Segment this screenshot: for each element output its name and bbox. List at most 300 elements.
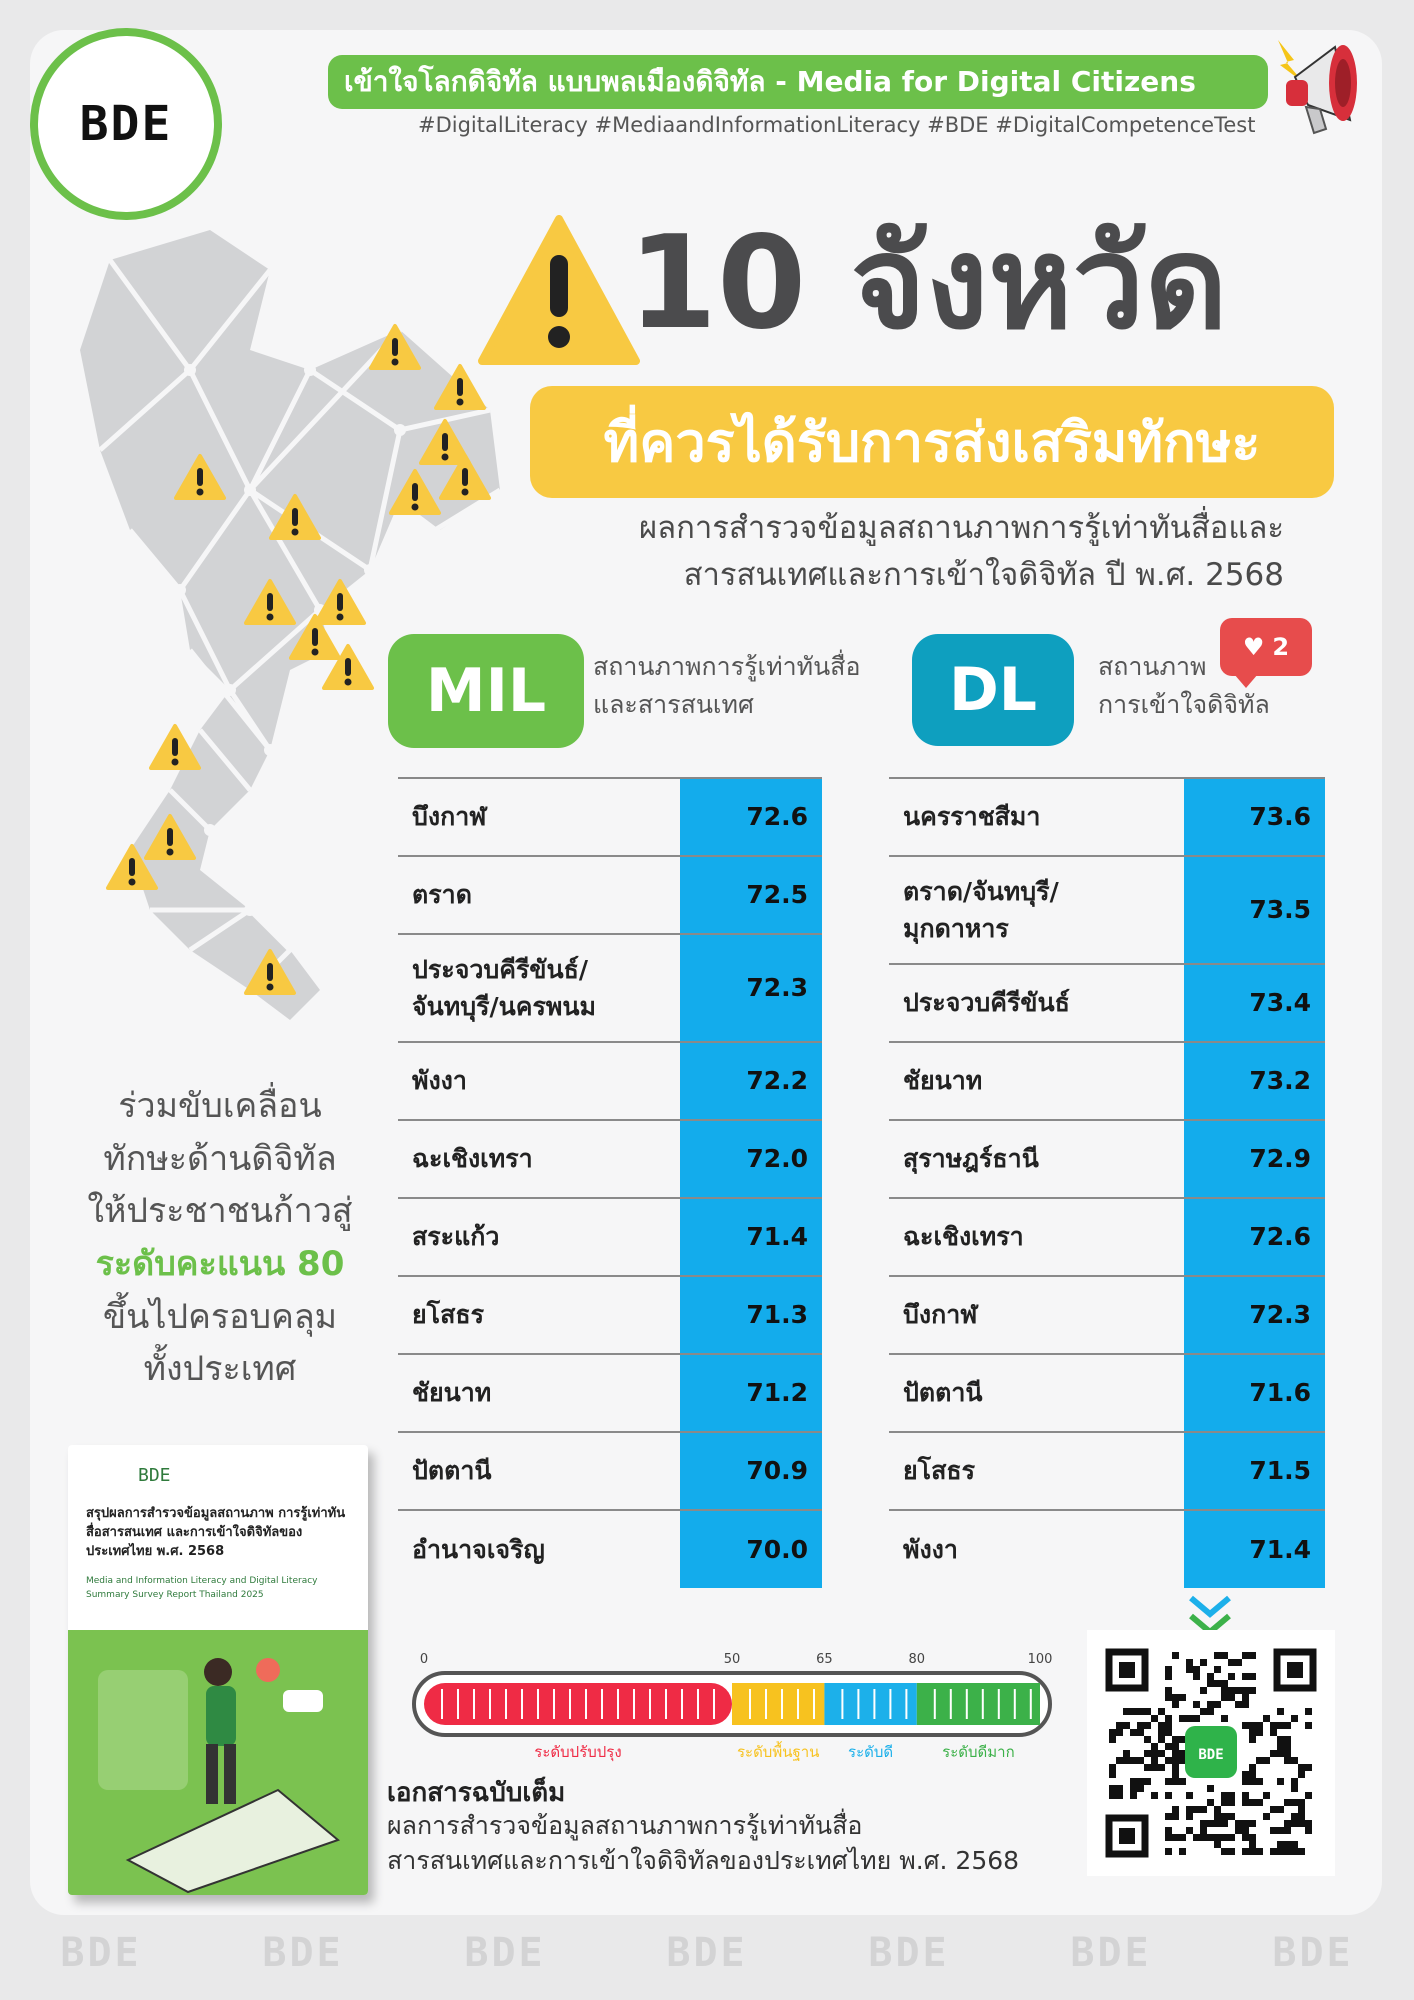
- province-score: 73.4: [1184, 964, 1325, 1042]
- heart-icon: ♥: [1242, 633, 1265, 661]
- qr-module: [1172, 1778, 1179, 1785]
- qr-module: [1109, 1792, 1116, 1799]
- qr-module: [1214, 1834, 1221, 1841]
- qr-module: [1109, 1771, 1116, 1778]
- qr-module: [1165, 1729, 1172, 1736]
- footer-logo: BDE: [666, 1930, 748, 1976]
- qr-module: [1207, 1799, 1214, 1806]
- motto-line3: ให้ประชาชนก้าวสู่: [87, 1191, 353, 1232]
- footer-logo: BDE: [464, 1930, 546, 1976]
- headline-description: [639, 505, 1284, 598]
- province-name: ประจวบคีรีขันธ์: [889, 964, 1184, 1042]
- province-score: 70.0: [680, 1510, 822, 1588]
- qr-module: [1242, 1701, 1249, 1708]
- qr-module: [1221, 1813, 1228, 1820]
- report-book[interactable]: [62, 1445, 370, 1900]
- province-name: บึงกาฬ: [889, 1276, 1184, 1354]
- qr-module: [1179, 1778, 1186, 1785]
- province-name: ยโสธร: [889, 1432, 1184, 1510]
- qr-module: [1214, 1652, 1221, 1659]
- province-score: 72.6: [1184, 1198, 1325, 1276]
- qr-module: [1242, 1848, 1249, 1855]
- qr-module: [1137, 1785, 1144, 1792]
- qr-module: [1270, 1806, 1277, 1813]
- qr-module: [1284, 1757, 1291, 1764]
- qr-module: [1172, 1750, 1179, 1757]
- qr-module: [1186, 1813, 1193, 1820]
- headline-desc-line1: ผลการสำรวจข้อมูลสถานภาพการรู้เท่าทันสื่อและ: [638, 510, 1284, 546]
- motto-line2: ทักษะด้านดิจิทัล: [103, 1138, 337, 1179]
- qr-module: [1165, 1694, 1172, 1701]
- qr-module: [1221, 1792, 1228, 1799]
- qr-module: [1263, 1792, 1270, 1799]
- table-row: [398, 1198, 822, 1276]
- qr-module: [1186, 1827, 1193, 1834]
- qr-module: [1221, 1848, 1228, 1855]
- qr-module: [1207, 1680, 1214, 1687]
- gauge-tick-label: 80: [908, 1652, 926, 1667]
- qr-module: [1298, 1820, 1305, 1827]
- qr-module: [1291, 1813, 1298, 1820]
- qr-module: [1165, 1743, 1172, 1750]
- book-title-en: Media and Information Literacy and Digital Literacy Summary Survey Report Thailand 2025: [86, 1576, 318, 1600]
- table-row: [398, 778, 822, 856]
- warning-icon: [146, 816, 194, 858]
- qr-module: [1291, 1799, 1298, 1806]
- qr-module: [1158, 1729, 1165, 1736]
- qr-module: [1179, 1848, 1186, 1855]
- qr-module: [1249, 1778, 1256, 1785]
- qr-module: [1249, 1687, 1256, 1694]
- qr-module: [1284, 1722, 1291, 1729]
- qr-module: [1235, 1820, 1242, 1827]
- qr-module: [1165, 1792, 1172, 1799]
- table-row: [398, 1276, 822, 1354]
- qr-module: [1270, 1750, 1277, 1757]
- mil-description: [593, 648, 860, 723]
- mil-label: MIL: [388, 634, 584, 748]
- warning-icon: [151, 726, 199, 768]
- warning-icon: [391, 471, 439, 513]
- qr-module: [1249, 1771, 1256, 1778]
- qr-module: [1193, 1715, 1200, 1722]
- qr-module: [1165, 1673, 1172, 1680]
- qr-module: [1263, 1757, 1270, 1764]
- province-name: นครราชสีมา: [889, 778, 1184, 856]
- header-title: เข้าใจโลกดิจิทัล แบบพลเมืองดิจิทัล - Media for Digital Citizens: [344, 65, 1196, 98]
- qr-module: [1256, 1778, 1263, 1785]
- qr-module: [1228, 1799, 1235, 1806]
- qr-module: [1235, 1701, 1242, 1708]
- table-row: [889, 1042, 1325, 1120]
- table-row: [398, 1042, 822, 1120]
- qr-module: [1228, 1813, 1235, 1820]
- qr-module: [1242, 1827, 1249, 1834]
- qr-module: [1207, 1820, 1214, 1827]
- qr-module: [1214, 1701, 1221, 1708]
- qr-module: [1270, 1848, 1277, 1855]
- qr-module: [1144, 1708, 1151, 1715]
- table-row: [889, 1120, 1325, 1198]
- qr-module: [1165, 1687, 1172, 1694]
- warning-icon: [436, 366, 484, 408]
- qr-module: [1109, 1736, 1116, 1743]
- warning-icon: [176, 456, 224, 498]
- qr-module: [1298, 1764, 1305, 1771]
- gauge-tick-label: 65: [816, 1652, 833, 1667]
- table-row: [398, 1354, 822, 1432]
- headline-subtitle-text: ที่ควรได้รับการส่งเสริมทักษะ: [603, 411, 1261, 474]
- qr-module: [1228, 1848, 1235, 1855]
- province-name: ฉะเชิงเทรา: [398, 1120, 680, 1198]
- qr-module: [1200, 1806, 1207, 1813]
- qr-module: [1186, 1659, 1193, 1666]
- document-line2: สารสนเทศและการเข้าใจดิจิทัลของประเทศไทย พ.ศ. 2568: [387, 1846, 1020, 1875]
- motto-line6: ทั้งประเทศ: [143, 1349, 297, 1390]
- motto-line4: ระดับคะแนน 80: [95, 1244, 345, 1285]
- qr-module: [1193, 1701, 1200, 1708]
- qr-module: [1214, 1666, 1221, 1673]
- qr-module: [1228, 1834, 1235, 1841]
- qr-module: [1298, 1813, 1305, 1820]
- qr-module: [1179, 1736, 1186, 1743]
- qr-module: [1172, 1806, 1179, 1813]
- megaphone-icon: [1250, 25, 1390, 155]
- warning-icon: [478, 215, 640, 365]
- qr-module: [1172, 1736, 1179, 1743]
- qr-module: [1305, 1827, 1312, 1834]
- qr-module: [1151, 1764, 1158, 1771]
- table-row: [398, 1432, 822, 1510]
- qr-module: [1214, 1813, 1221, 1820]
- table-row: [889, 1510, 1325, 1588]
- qr-module: [1242, 1792, 1249, 1799]
- qr-module: [1130, 1729, 1137, 1736]
- qr-module: [1158, 1708, 1165, 1715]
- gauge-level-label: ระดับปรับปรุง: [534, 1743, 622, 1761]
- qr-module: [1214, 1680, 1221, 1687]
- table-row: [889, 856, 1325, 964]
- footer-logo: BDE: [1070, 1930, 1152, 1976]
- qr-module: [1242, 1694, 1249, 1701]
- qr-module: [1207, 1785, 1214, 1792]
- qr-module: [1130, 1708, 1137, 1715]
- table-row: [889, 1432, 1325, 1510]
- qr-module: [1242, 1673, 1249, 1680]
- qr-module: [1193, 1666, 1200, 1673]
- qr-module: [1228, 1694, 1235, 1701]
- like-count: 2: [1272, 633, 1290, 661]
- qr-module: [1123, 1750, 1130, 1757]
- province-score: 71.6: [1184, 1354, 1325, 1432]
- qr-module: [1284, 1820, 1291, 1827]
- qr-module: [1298, 1799, 1305, 1806]
- qr-module: [1116, 1792, 1123, 1799]
- qr-module: [1242, 1778, 1249, 1785]
- qr-module: [1284, 1736, 1291, 1743]
- province-score: 71.3: [680, 1276, 822, 1354]
- qr-module: [1277, 1743, 1284, 1750]
- headline-title: 10 จังหวัด: [628, 209, 1228, 358]
- qr-module: [1291, 1785, 1298, 1792]
- province-name-line2: มุกดาหาร: [903, 914, 1009, 943]
- qr-module: [1116, 1757, 1123, 1764]
- qr-module: [1270, 1729, 1277, 1736]
- province-score: 73.5: [1184, 856, 1325, 964]
- province-score: 72.3: [1184, 1276, 1325, 1354]
- qr-module: [1137, 1757, 1144, 1764]
- qr-module: [1109, 1785, 1116, 1792]
- footer-logo: BDE: [1272, 1930, 1354, 1976]
- qr-module: [1165, 1848, 1172, 1855]
- qr-module: [1165, 1778, 1172, 1785]
- qr-module: [1249, 1722, 1256, 1729]
- province-score: 71.4: [1184, 1510, 1325, 1588]
- qr-module: [1179, 1834, 1186, 1841]
- qr-module: [1151, 1750, 1158, 1757]
- gauge-level-label: ระดับพื้นฐาน: [736, 1743, 820, 1761]
- province-name: สุราษฎร์ธานี: [889, 1120, 1184, 1198]
- qr-module: [1242, 1834, 1249, 1841]
- qr-module: [1130, 1792, 1137, 1799]
- qr-module: [1151, 1792, 1158, 1799]
- province-name: ปัตตานี: [398, 1432, 680, 1510]
- warning-icon: [246, 581, 294, 623]
- qr-module: [1200, 1687, 1207, 1694]
- qr-module: [1291, 1778, 1298, 1785]
- warning-icon: [371, 326, 419, 368]
- warning-icon: [246, 951, 294, 993]
- province-score: 72.3: [680, 934, 822, 1042]
- score-gauge: [400, 1645, 1080, 1765]
- qr-module: [1284, 1827, 1291, 1834]
- warning-icon: [421, 421, 469, 463]
- province-score: 72.0: [680, 1120, 822, 1198]
- qr-module: [1277, 1736, 1284, 1743]
- qr-module: [1165, 1666, 1172, 1673]
- table-row: [889, 964, 1325, 1042]
- qr-module: [1277, 1806, 1284, 1813]
- qr-module: [1242, 1771, 1249, 1778]
- qr-module: [1228, 1673, 1235, 1680]
- gauge-segment: [424, 1683, 732, 1725]
- motto-line1: ร่วมขับเคลื่อน: [118, 1086, 322, 1126]
- province-name: พังงา: [398, 1042, 680, 1120]
- qr-module: [1144, 1736, 1151, 1743]
- qr-module: [1193, 1806, 1200, 1813]
- qr-module: [1186, 1806, 1193, 1813]
- qr-module: [1305, 1792, 1312, 1799]
- qr-module: [1200, 1659, 1207, 1666]
- qr-module: [1179, 1694, 1186, 1701]
- qr-module: [1130, 1757, 1137, 1764]
- qr-module: [1235, 1827, 1242, 1834]
- qr-module: [1172, 1757, 1179, 1764]
- qr-module: [1172, 1652, 1179, 1659]
- footer-logo: BDE: [868, 1930, 950, 1976]
- qr-module: [1284, 1750, 1291, 1757]
- table-row: [889, 1276, 1325, 1354]
- qr-module: [1172, 1694, 1179, 1701]
- qr-module: [1165, 1813, 1172, 1820]
- qr-module: [1263, 1813, 1270, 1820]
- qr-module: [1284, 1848, 1291, 1855]
- book-title-th: สรุปผลการสำรวจข้อมูลสถานภาพ การรู้เท่าทันสื่อสารสนเทศ และการเข้าใจดิจิทัลของประเทศไทย พ.ศ. 2568: [86, 1506, 346, 1559]
- qr-module: [1172, 1743, 1179, 1750]
- province-name: บึงกาฬ: [398, 778, 680, 856]
- hashtags: #DigitalLiteracy #MediaandInformationLiteracy #BDE #DigitalCompetenceTest: [418, 113, 1256, 137]
- province-score: 72.6: [680, 778, 822, 856]
- qr-module: [1284, 1841, 1291, 1848]
- province-name: พังงา: [889, 1510, 1184, 1588]
- qr-module: [1249, 1673, 1256, 1680]
- province-score: 73.6: [1184, 778, 1325, 856]
- qr-module: [1207, 1708, 1214, 1715]
- qr-module: [1158, 1722, 1165, 1729]
- qr-module: [1291, 1841, 1298, 1848]
- qr-module: [1207, 1701, 1214, 1708]
- qr-module: [1221, 1687, 1228, 1694]
- motto: [60, 1080, 380, 1396]
- province-score: 70.9: [680, 1432, 822, 1510]
- table-row: [398, 934, 822, 1042]
- province-score: 71.2: [680, 1354, 822, 1432]
- qr-module: [1249, 1841, 1256, 1848]
- qr-module: [1277, 1827, 1284, 1834]
- qr-module: [1214, 1806, 1221, 1813]
- qr-module: [1228, 1687, 1235, 1694]
- qr-module: [1249, 1834, 1256, 1841]
- gauge-tick-label: 50: [723, 1652, 741, 1667]
- province-score: 72.9: [1184, 1120, 1325, 1198]
- qr-module: [1186, 1792, 1193, 1799]
- qr-module: [1277, 1750, 1284, 1757]
- qr-module: [1207, 1673, 1214, 1680]
- qr-module: [1179, 1750, 1186, 1757]
- qr-module: [1256, 1757, 1263, 1764]
- warning-icon: [316, 581, 364, 623]
- qr-module: [1123, 1757, 1130, 1764]
- qr-module: [1221, 1834, 1228, 1841]
- dl-desc-line2: การเข้าใจดิจิทัล: [1098, 689, 1270, 719]
- qr-module: [1116, 1729, 1123, 1736]
- qr-module: [1270, 1827, 1277, 1834]
- qr-module: [1298, 1771, 1305, 1778]
- table-row: [398, 1120, 822, 1198]
- qr-module: [1165, 1834, 1172, 1841]
- province-name: ฉะเชิงเทรา: [889, 1198, 1184, 1276]
- gauge-tick-label: 100: [1027, 1652, 1053, 1667]
- qr-module: [1137, 1722, 1144, 1729]
- footer-logo: BDE: [60, 1930, 142, 1976]
- qr-module: [1123, 1708, 1130, 1715]
- footer-watermark: [0, 1930, 1414, 1976]
- qr-module: [1221, 1820, 1228, 1827]
- header-banner: [328, 55, 1268, 109]
- qr-module: [1284, 1799, 1291, 1806]
- qr-module: [1249, 1652, 1256, 1659]
- qr-module: [1186, 1666, 1193, 1673]
- province-score: 73.2: [1184, 1042, 1325, 1120]
- qr-module: [1242, 1799, 1249, 1806]
- qr-module: [1242, 1722, 1249, 1729]
- qr-module: [1305, 1764, 1312, 1771]
- qr-module: [1242, 1820, 1249, 1827]
- qr-center-logo: BDE: [1198, 1747, 1224, 1763]
- province-name-line2: จันทบุรี/นครพนม: [412, 992, 596, 1021]
- qr-module: [1193, 1834, 1200, 1841]
- qr-module: [1158, 1764, 1165, 1771]
- qr-module: [1200, 1708, 1207, 1715]
- qr-module: [1151, 1743, 1158, 1750]
- qr-module: [1256, 1729, 1263, 1736]
- qr-module: [1277, 1778, 1284, 1785]
- qr-module: [1277, 1848, 1284, 1855]
- qr-module: [1144, 1722, 1151, 1729]
- document-heading: เอกสารฉบับเต็ม: [387, 1778, 566, 1808]
- table-row: [398, 1510, 822, 1588]
- qr-module: [1221, 1694, 1228, 1701]
- province-score: 72.2: [680, 1042, 822, 1120]
- qr-module: [1256, 1799, 1263, 1806]
- qr-module: [1151, 1715, 1158, 1722]
- qr-code-icon: [1087, 1630, 1335, 1876]
- qr-module: [1207, 1834, 1214, 1841]
- dl-label: DL: [912, 634, 1074, 746]
- qr-code[interactable]: [1087, 1630, 1335, 1876]
- qr-module: [1263, 1715, 1270, 1722]
- province-name-line1: ประจวบคีรีขันธ์/: [412, 954, 589, 984]
- qr-module: [1179, 1715, 1186, 1722]
- qr-module: [1221, 1715, 1228, 1722]
- province-name: ตราด: [398, 856, 680, 934]
- qr-module: [1200, 1834, 1207, 1841]
- qr-module: [1144, 1750, 1151, 1757]
- qr-module: [1305, 1708, 1312, 1715]
- qr-module: [1165, 1757, 1172, 1764]
- qr-module: [1172, 1834, 1179, 1841]
- like-badge: [1220, 618, 1312, 676]
- province-name: ยโสธร: [398, 1276, 680, 1354]
- qr-module: [1256, 1848, 1263, 1855]
- qr-module: [1200, 1820, 1207, 1827]
- qr-module: [1130, 1785, 1137, 1792]
- document-description: [387, 1808, 1019, 1878]
- bde-logo: BDE: [30, 28, 222, 220]
- qr-module: [1228, 1792, 1235, 1799]
- qr-module: [1305, 1722, 1312, 1729]
- qr-module: [1235, 1659, 1242, 1666]
- qr-module: [1165, 1715, 1172, 1722]
- table-row: [889, 778, 1325, 856]
- qr-module: [1172, 1701, 1179, 1708]
- mil-ranking-table: [398, 777, 822, 1588]
- qr-module: [1165, 1827, 1172, 1834]
- mil-desc-line2: และสารสนเทศ: [593, 689, 754, 719]
- province-name: ชัยนาท: [889, 1042, 1184, 1120]
- book-cover[interactable]: [68, 1445, 368, 1895]
- qr-module: [1249, 1764, 1256, 1771]
- headline-desc-line2: สารสนเทศและการเข้าใจดิจิทัล ปี พ.ศ. 2568: [683, 556, 1284, 593]
- province-score: 71.5: [1184, 1432, 1325, 1510]
- gauge-level-label: ระดับดี: [848, 1743, 894, 1761]
- qr-module: [1291, 1715, 1298, 1722]
- qr-module: [1284, 1743, 1291, 1750]
- qr-module: [1165, 1722, 1172, 1729]
- qr-module: [1242, 1687, 1249, 1694]
- qr-module: [1186, 1715, 1193, 1722]
- qr-module: [1137, 1729, 1144, 1736]
